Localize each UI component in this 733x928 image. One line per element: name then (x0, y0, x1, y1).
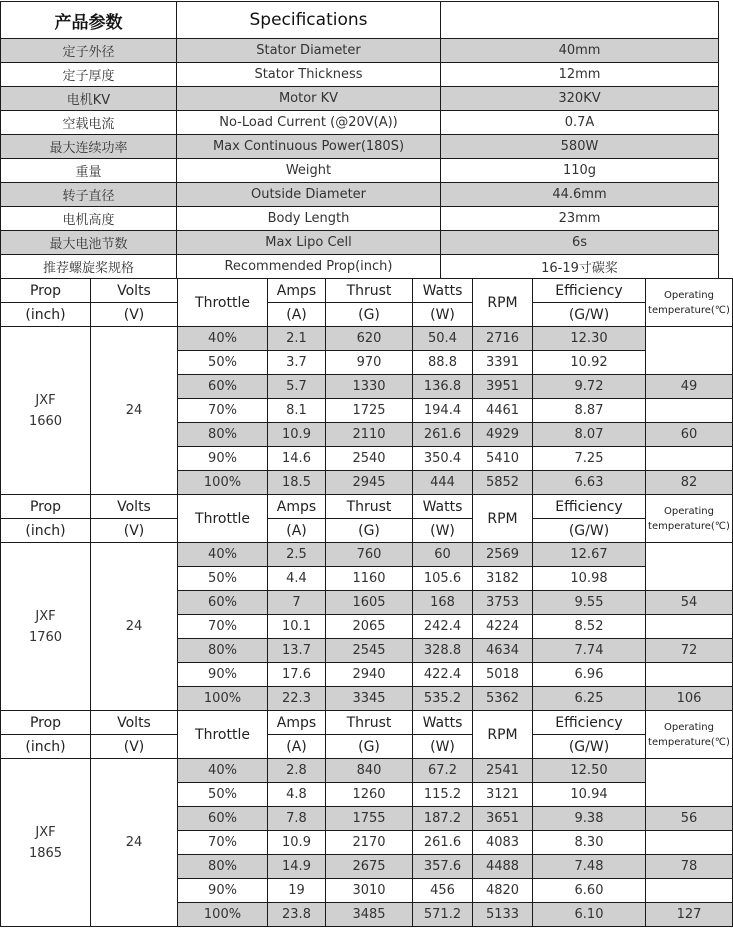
spec-value: 320KV (441, 87, 719, 111)
spec-label-cn: 推荐螺旋桨规格 (1, 255, 177, 279)
spec-label-en: Max Continuous Power(180S) (177, 135, 441, 159)
throttle-cell: 60% (178, 591, 268, 615)
throttle-cell: 90% (178, 663, 268, 687)
amps-cell: 10.9 (268, 831, 326, 855)
temperature-cell: 78 (646, 855, 733, 879)
prop-model-line1: JXF (35, 392, 56, 408)
efficiency-cell: 10.98 (533, 567, 646, 591)
temperature-cell-empty (646, 447, 733, 471)
amps-cell: 18.5 (268, 471, 326, 495)
thrust-cell: 2065 (326, 615, 413, 639)
spec-label-cn: 最大连续功率 (1, 135, 177, 159)
spec-label-en: Stator Thickness (177, 63, 441, 87)
temperature-cell: 49 (646, 375, 733, 399)
efficiency-cell: 8.07 (533, 423, 646, 447)
temperature-cell-empty (646, 399, 733, 423)
amps-cell: 3.7 (268, 351, 326, 375)
temperature-header-line2: temperature(℃) (648, 736, 730, 748)
volts-unit: (V) (91, 519, 178, 543)
efficiency-cell: 6.60 (533, 879, 646, 903)
throttle-header: Throttle (178, 495, 268, 543)
specifications-table (0, 1, 719, 279)
efficiency-cell: 9.55 (533, 591, 646, 615)
prop-unit: (inch) (1, 735, 91, 759)
rpm-cell: 4488 (473, 855, 533, 879)
temperature-cell-empty (646, 543, 733, 591)
efficiency-cell: 9.72 (533, 375, 646, 399)
spec-value: 12mm (441, 63, 719, 87)
spec-label-cn: 定子厚度 (1, 63, 177, 87)
volts-header: Volts (91, 495, 178, 519)
watts-header: Watts (413, 279, 473, 303)
watts-cell: 136.8 (413, 375, 473, 399)
spec-value: 580W (441, 135, 719, 159)
amps-cell: 7 (268, 591, 326, 615)
watts-cell: 261.6 (413, 423, 473, 447)
watts-cell: 88.8 (413, 351, 473, 375)
spec-header-blank (441, 2, 719, 39)
watts-cell: 444 (413, 471, 473, 495)
watts-cell: 350.4 (413, 447, 473, 471)
temperature-header (646, 495, 733, 543)
thrust-unit: (G) (326, 519, 413, 543)
prop-volts: 24 (91, 543, 178, 711)
amps-header: Amps (268, 279, 326, 303)
thrust-cell: 1755 (326, 807, 413, 831)
temperature-header-line1: Operating (664, 721, 714, 733)
spec-row (1, 39, 719, 63)
temperature-cell-empty (646, 879, 733, 903)
throttle-cell: 100% (178, 471, 268, 495)
watts-cell: 105.6 (413, 567, 473, 591)
watts-cell: 50.4 (413, 327, 473, 351)
thrust-cell: 2540 (326, 447, 413, 471)
watts-cell: 115.2 (413, 783, 473, 807)
throttle-cell: 90% (178, 447, 268, 471)
thrust-cell: 1260 (326, 783, 413, 807)
throttle-cell: 40% (178, 543, 268, 567)
amps-cell: 13.7 (268, 639, 326, 663)
thrust-cell: 840 (326, 759, 413, 783)
rpm-cell: 3121 (473, 783, 533, 807)
rpm-cell: 3182 (473, 567, 533, 591)
thrust-header: Thrust (326, 711, 413, 735)
throttle-cell: 60% (178, 807, 268, 831)
rpm-cell: 2541 (473, 759, 533, 783)
amps-cell: 10.1 (268, 615, 326, 639)
efficiency-cell: 12.50 (533, 759, 646, 783)
throttle-header: Throttle (178, 711, 268, 759)
rpm-cell: 4461 (473, 399, 533, 423)
temperature-header-line2: temperature(℃) (648, 520, 730, 532)
spec-label-cn: 最大电池节数 (1, 231, 177, 255)
rpm-cell: 2569 (473, 543, 533, 567)
efficiency-cell: 8.52 (533, 615, 646, 639)
spec-row (1, 159, 719, 183)
amps-cell: 14.9 (268, 855, 326, 879)
rpm-cell: 3651 (473, 807, 533, 831)
throttle-cell: 40% (178, 327, 268, 351)
rpm-cell: 4224 (473, 615, 533, 639)
spec-header-en: Specifications (177, 2, 441, 39)
throttle-cell: 100% (178, 687, 268, 711)
rpm-cell: 5133 (473, 903, 533, 927)
watts-cell: 357.6 (413, 855, 473, 879)
throttle-cell: 40% (178, 759, 268, 783)
amps-cell: 10.9 (268, 423, 326, 447)
throttle-cell: 90% (178, 879, 268, 903)
watts-cell: 67.2 (413, 759, 473, 783)
efficiency-unit: (G/W) (533, 519, 646, 543)
temperature-cell-empty (646, 759, 733, 807)
spec-row (1, 183, 719, 207)
amps-header: Amps (268, 495, 326, 519)
watts-cell: 187.2 (413, 807, 473, 831)
performance-table (0, 278, 733, 495)
thrust-header: Thrust (326, 495, 413, 519)
efficiency-cell: 7.25 (533, 447, 646, 471)
watts-cell: 422.4 (413, 663, 473, 687)
amps-cell: 4.8 (268, 783, 326, 807)
amps-header: Amps (268, 711, 326, 735)
amps-cell: 17.6 (268, 663, 326, 687)
spec-value: 44.6mm (441, 183, 719, 207)
thrust-cell: 970 (326, 351, 413, 375)
amps-unit: (A) (268, 519, 326, 543)
prop-model-line2: 1760 (28, 629, 63, 645)
efficiency-cell: 9.38 (533, 807, 646, 831)
rpm-header: RPM (473, 279, 533, 327)
thrust-cell: 3485 (326, 903, 413, 927)
watts-cell: 60 (413, 543, 473, 567)
spec-value: 0.7A (441, 111, 719, 135)
rpm-cell: 2716 (473, 327, 533, 351)
thrust-cell: 1330 (326, 375, 413, 399)
amps-cell: 7.8 (268, 807, 326, 831)
perf-unit-row (1, 519, 733, 543)
thrust-cell: 620 (326, 327, 413, 351)
temperature-cell: 127 (646, 903, 733, 927)
throttle-cell: 70% (178, 399, 268, 423)
temperature-cell: 54 (646, 591, 733, 615)
prop-model-line2: 1660 (28, 413, 63, 429)
watts-cell: 571.2 (413, 903, 473, 927)
spec-header-cn: 产品参数 (1, 2, 177, 39)
thrust-cell: 1725 (326, 399, 413, 423)
spec-row (1, 255, 719, 279)
perf-header-row (1, 711, 733, 735)
spec-label-en: Max Lipo Cell (177, 231, 441, 255)
spec-label-en: Weight (177, 159, 441, 183)
spec-label-en: Stator Diameter (177, 39, 441, 63)
prop-model-line2: 1865 (28, 845, 63, 861)
amps-unit: (A) (268, 735, 326, 759)
temperature-header-line2: temperature(℃) (648, 304, 730, 316)
perf-header-row (1, 279, 733, 303)
efficiency-cell: 8.87 (533, 399, 646, 423)
efficiency-cell: 6.96 (533, 663, 646, 687)
efficiency-cell: 8.30 (533, 831, 646, 855)
thrust-cell: 2545 (326, 639, 413, 663)
temperature-header-line1: Operating (664, 505, 714, 517)
efficiency-cell: 10.94 (533, 783, 646, 807)
prop-model-line1: JXF (35, 824, 56, 840)
amps-cell: 4.4 (268, 567, 326, 591)
watts-cell: 194.4 (413, 399, 473, 423)
rpm-cell: 3951 (473, 375, 533, 399)
watts-cell: 261.6 (413, 831, 473, 855)
perf-data-row (1, 327, 733, 351)
thrust-cell: 2940 (326, 663, 413, 687)
rpm-cell: 4820 (473, 879, 533, 903)
efficiency-cell: 6.25 (533, 687, 646, 711)
efficiency-header: Efficiency (533, 495, 646, 519)
spec-value: 110g (441, 159, 719, 183)
temperature-cell-empty (646, 327, 733, 375)
prop-header: Prop (1, 279, 91, 303)
rpm-header: RPM (473, 495, 533, 543)
thrust-cell: 760 (326, 543, 413, 567)
thrust-cell: 2170 (326, 831, 413, 855)
temperature-cell: 56 (646, 807, 733, 831)
prop-model (1, 327, 91, 495)
amps-unit: (A) (268, 303, 326, 327)
prop-header: Prop (1, 495, 91, 519)
spec-row (1, 135, 719, 159)
spec-value: 40mm (441, 39, 719, 63)
volts-unit: (V) (91, 303, 178, 327)
temperature-header (646, 711, 733, 759)
performance-table (0, 710, 733, 927)
watts-cell: 168 (413, 591, 473, 615)
efficiency-cell: 12.30 (533, 327, 646, 351)
spec-row (1, 231, 719, 255)
perf-data-row (1, 759, 733, 783)
watts-cell: 242.4 (413, 615, 473, 639)
efficiency-cell: 12.67 (533, 543, 646, 567)
temperature-cell: 82 (646, 471, 733, 495)
thrust-unit: (G) (326, 303, 413, 327)
rpm-cell: 4634 (473, 639, 533, 663)
throttle-cell: 80% (178, 639, 268, 663)
spec-row (1, 87, 719, 111)
prop-unit: (inch) (1, 303, 91, 327)
efficiency-unit: (G/W) (533, 303, 646, 327)
rpm-header: RPM (473, 711, 533, 759)
watts-cell: 456 (413, 879, 473, 903)
spec-label-en: Body Length (177, 207, 441, 231)
efficiency-unit: (G/W) (533, 735, 646, 759)
thrust-header: Thrust (326, 279, 413, 303)
spec-label-cn: 转子直径 (1, 183, 177, 207)
throttle-cell: 70% (178, 831, 268, 855)
throttle-cell: 80% (178, 855, 268, 879)
volts-header: Volts (91, 711, 178, 735)
watts-unit: (W) (413, 735, 473, 759)
watts-cell: 328.8 (413, 639, 473, 663)
watts-cell: 535.2 (413, 687, 473, 711)
watts-header: Watts (413, 495, 473, 519)
rpm-cell: 5362 (473, 687, 533, 711)
thrust-cell: 3010 (326, 879, 413, 903)
spec-row (1, 207, 719, 231)
watts-unit: (W) (413, 303, 473, 327)
efficiency-cell: 6.63 (533, 471, 646, 495)
thrust-cell: 1605 (326, 591, 413, 615)
spec-label-cn: 电机KV (1, 87, 177, 111)
efficiency-cell: 10.92 (533, 351, 646, 375)
spec-label-cn: 定子外径 (1, 39, 177, 63)
amps-cell: 8.1 (268, 399, 326, 423)
throttle-cell: 60% (178, 375, 268, 399)
thrust-cell: 2110 (326, 423, 413, 447)
amps-cell: 22.3 (268, 687, 326, 711)
spec-label-en: Motor KV (177, 87, 441, 111)
throttle-cell: 100% (178, 903, 268, 927)
amps-cell: 19 (268, 879, 326, 903)
spec-label-cn: 空载电流 (1, 111, 177, 135)
spec-value: 23mm (441, 207, 719, 231)
spec-row (1, 111, 719, 135)
amps-cell: 2.5 (268, 543, 326, 567)
spec-label-cn: 重量 (1, 159, 177, 183)
temperature-header-line1: Operating (664, 289, 714, 301)
temperature-header (646, 279, 733, 327)
perf-unit-row (1, 303, 733, 327)
throttle-header: Throttle (178, 279, 268, 327)
thrust-cell: 1160 (326, 567, 413, 591)
rpm-cell: 4083 (473, 831, 533, 855)
prop-header: Prop (1, 711, 91, 735)
volts-header: Volts (91, 279, 178, 303)
temperature-cell-empty (646, 615, 733, 639)
spec-label-en: No-Load Current (@20V(A)) (177, 111, 441, 135)
amps-cell: 2.1 (268, 327, 326, 351)
spec-value: 16-19寸碳桨 (441, 255, 719, 279)
thrust-cell: 2675 (326, 855, 413, 879)
watts-unit: (W) (413, 519, 473, 543)
throttle-cell: 50% (178, 783, 268, 807)
efficiency-header: Efficiency (533, 711, 646, 735)
efficiency-cell: 7.48 (533, 855, 646, 879)
temperature-cell: 72 (646, 639, 733, 663)
temperature-cell-empty (646, 663, 733, 687)
rpm-cell: 5410 (473, 447, 533, 471)
spec-row (1, 63, 719, 87)
temperature-cell: 60 (646, 423, 733, 447)
perf-unit-row (1, 735, 733, 759)
amps-cell: 2.8 (268, 759, 326, 783)
rpm-cell: 3753 (473, 591, 533, 615)
rpm-cell: 5018 (473, 663, 533, 687)
spec-label-en: Outside Diameter (177, 183, 441, 207)
throttle-cell: 80% (178, 423, 268, 447)
spec-value: 6s (441, 231, 719, 255)
temperature-cell-empty (646, 831, 733, 855)
spec-header-row (1, 2, 719, 39)
rpm-cell: 5852 (473, 471, 533, 495)
efficiency-header: Efficiency (533, 279, 646, 303)
thrust-cell: 3345 (326, 687, 413, 711)
watts-header: Watts (413, 711, 473, 735)
amps-cell: 5.7 (268, 375, 326, 399)
rpm-cell: 4929 (473, 423, 533, 447)
prop-model (1, 759, 91, 927)
throttle-cell: 50% (178, 567, 268, 591)
efficiency-cell: 7.74 (533, 639, 646, 663)
amps-cell: 14.6 (268, 447, 326, 471)
spec-label-en: Recommended Prop(inch) (177, 255, 441, 279)
temperature-cell: 106 (646, 687, 733, 711)
thrust-unit: (G) (326, 735, 413, 759)
spec-label-cn: 电机高度 (1, 207, 177, 231)
throttle-cell: 70% (178, 615, 268, 639)
performance-table (0, 494, 733, 711)
throttle-cell: 50% (178, 351, 268, 375)
prop-volts: 24 (91, 759, 178, 927)
amps-cell: 23.8 (268, 903, 326, 927)
prop-volts: 24 (91, 327, 178, 495)
efficiency-cell: 6.10 (533, 903, 646, 927)
prop-model (1, 543, 91, 711)
perf-header-row (1, 495, 733, 519)
volts-unit: (V) (91, 735, 178, 759)
thrust-cell: 2945 (326, 471, 413, 495)
prop-model-line1: JXF (35, 608, 56, 624)
prop-unit: (inch) (1, 519, 91, 543)
rpm-cell: 3391 (473, 351, 533, 375)
perf-data-row (1, 543, 733, 567)
